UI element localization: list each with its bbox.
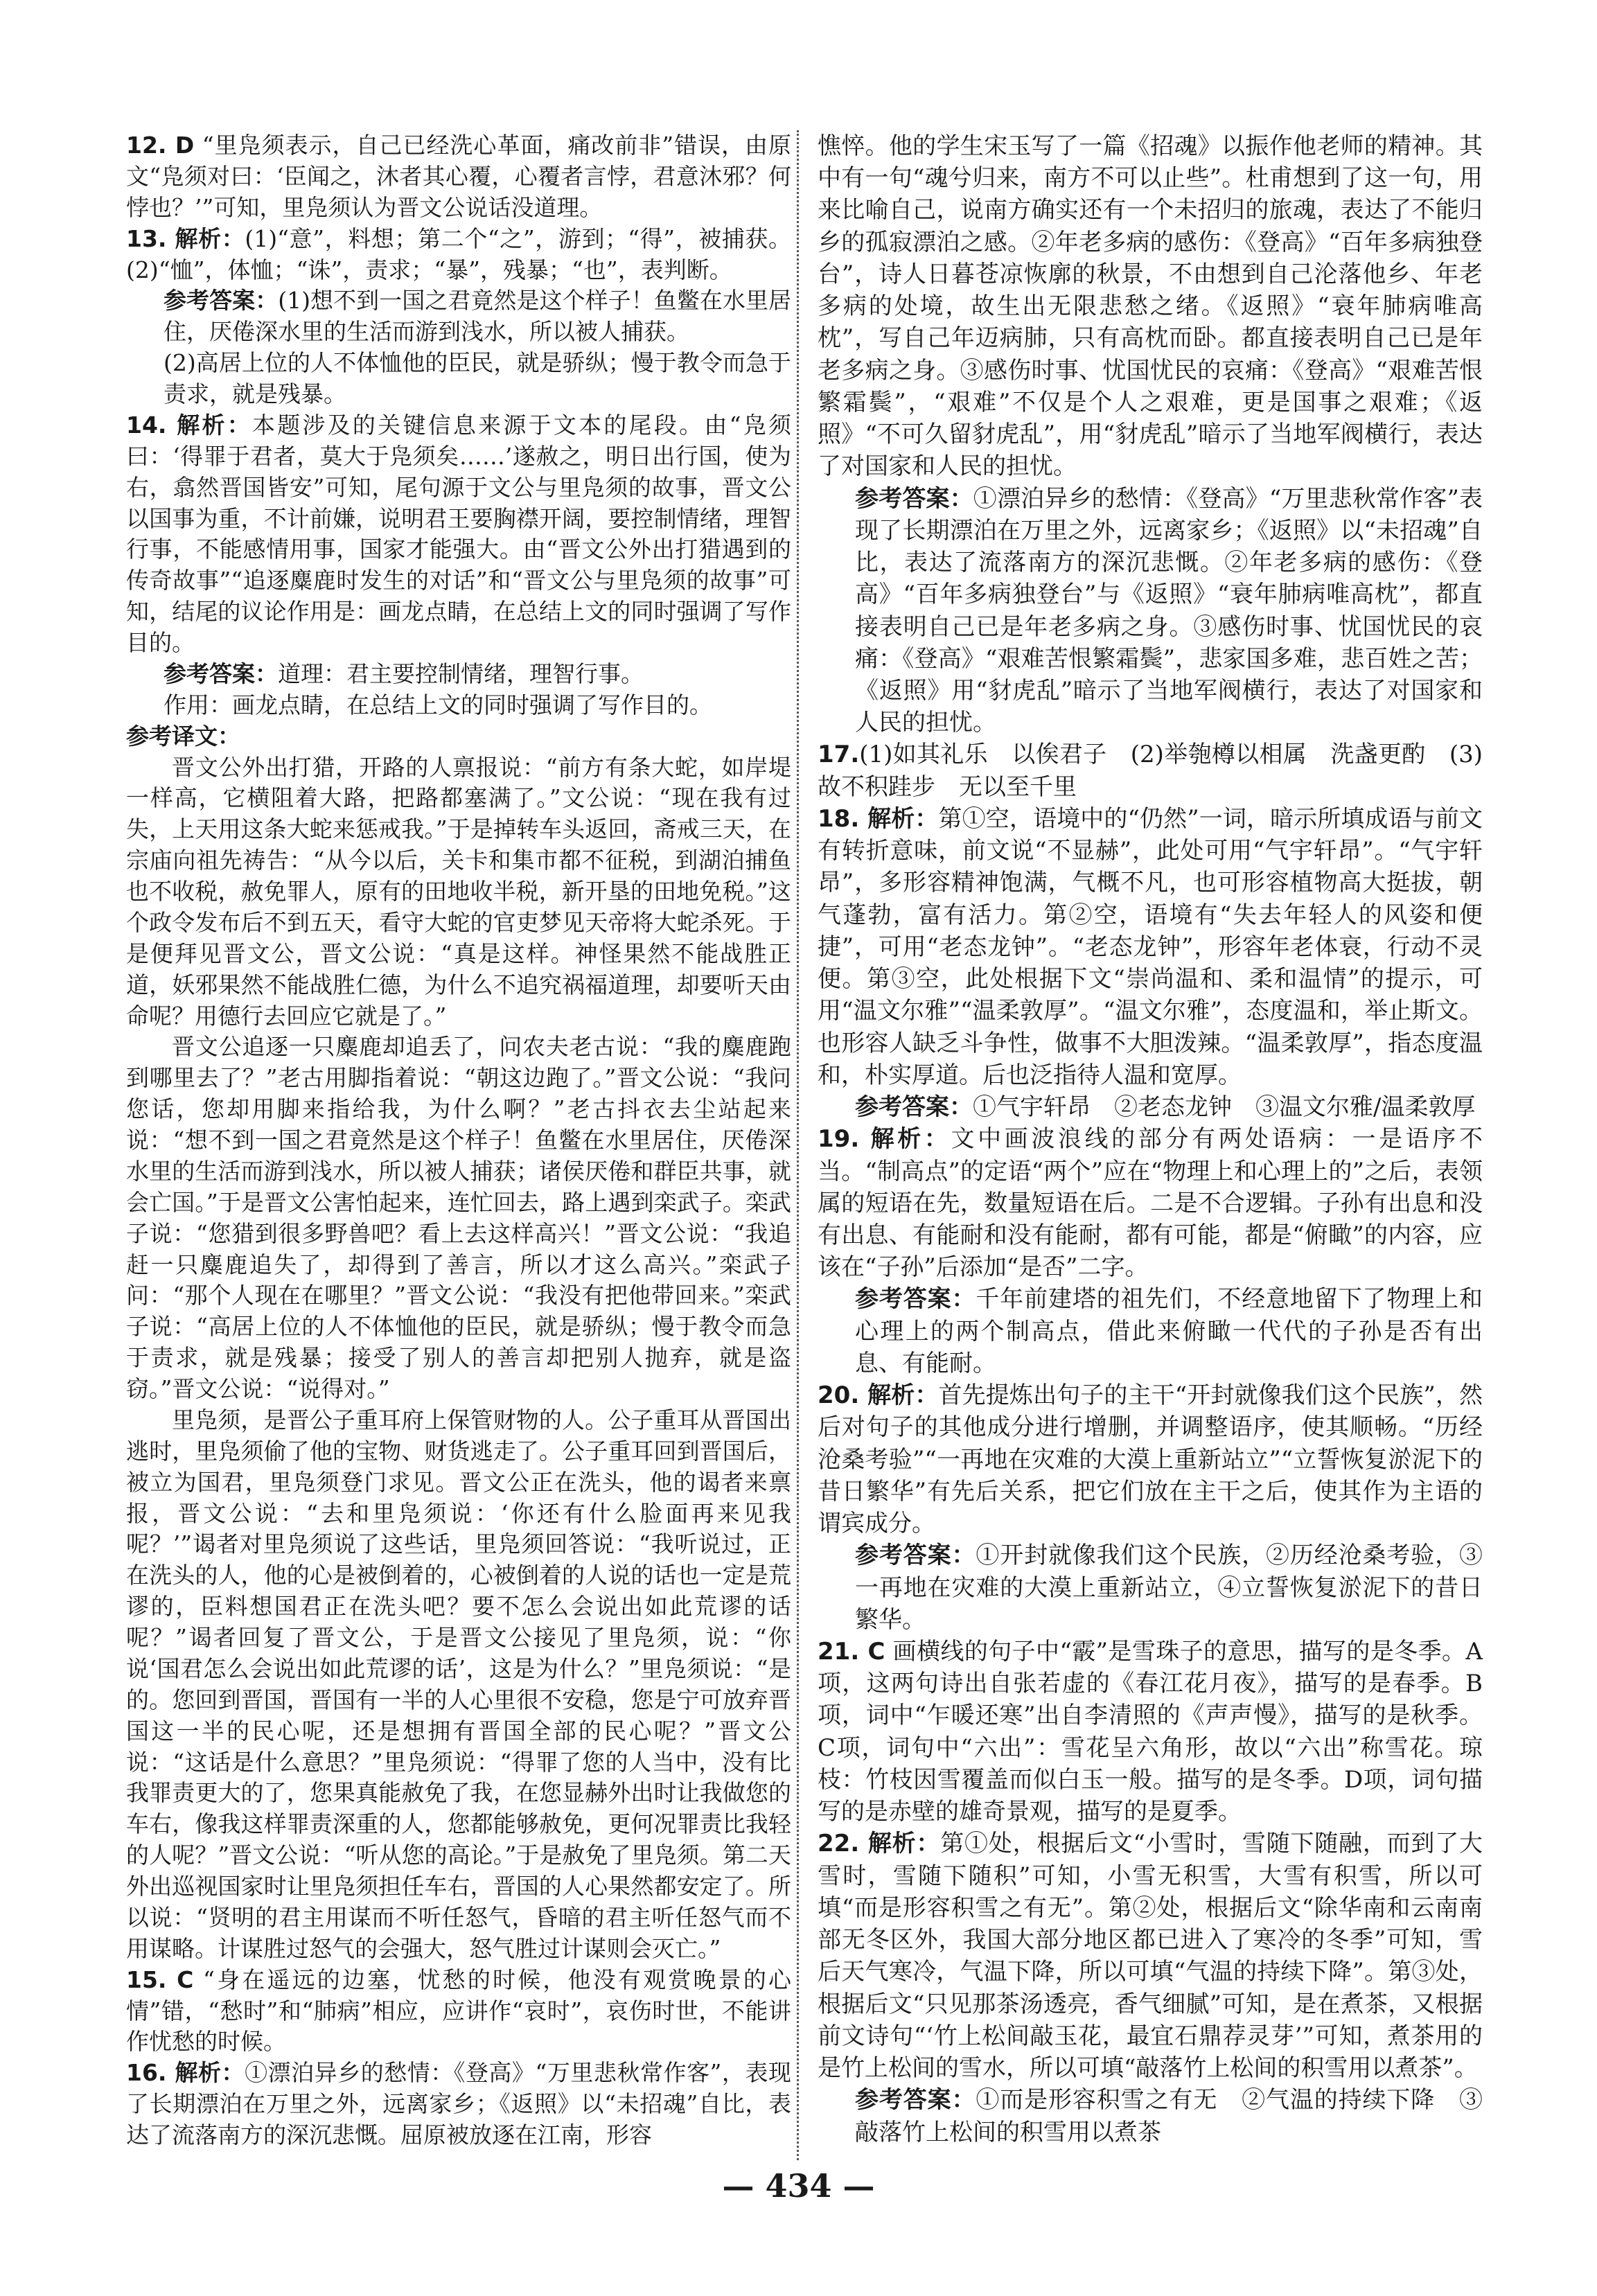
q16-answer: 参考答案：①漂泊异乡的愁情：《登高》“万里悲秋常作客”表现了长期漂泊在万里之外，远离家乡；《返照》以“未招魂”自比，表达了流落南方的深沉悲慨。②年老多病的感伤：《登高》“百年多病独登台”与《返照》“衰年肺病唯高枕”，都直接表明自己已是年老多病之身。③感伤时事、忧国忧民的哀痛：《登高》“艰难苦恨繁霜鬓”，悲家国多难，悲百姓之苦；《返照》用“豺虎乱”暗示了当地军阀横行，表达了对国家和人民的担忧。 bbox=[855, 484, 1483, 737]
q21: 21. C 画横线的句子中“霰”是雪珠子的意思，描写的是冬季。A项，这两句诗出自张若虚的《春江花月夜》，描写的是春季。B项，词中“乍暖还寒”出自李清照的《声声慢》，描写的是秋季。C项，词句中“六出”：雪花呈六角形，故以“六出”称雪花。琼枝：竹枝因雪覆盖而似白玉一般。描写的是冬季。D项，词句描写的是赤壁的雄奇景观，描写的是夏季。 bbox=[818, 1638, 1483, 1826]
q13-analysis: 13. 解析：(1)“意”，料想；第二个“之”，游到；“得”，被捕获。(2)“恤”，体恤；“诛”，责求；“暴”，残暴；“也”，表判断。 bbox=[126, 224, 792, 283]
q15: 15. C “身在遥远的边塞，忧愁的时候，他没有观赏晚景的心情”错，“愁时”和“肺病”相应，应讲作“哀时”，哀伤时世，不能讲作忧愁的时候。 bbox=[126, 1966, 791, 2056]
q14-answer: 参考答案：道理：君主要控制情绪，理智行事。 bbox=[164, 660, 644, 687]
column-divider bbox=[797, 130, 799, 2160]
q14-answer-2: 作用：画龙点睛，在总结上文的同时强调了写作目的。 bbox=[164, 691, 712, 718]
page-number: — 434 — bbox=[722, 2167, 875, 2205]
q16-analysis-cont: 憔悴。他的学生宋玉写了一篇《招魂》以振作他老师的精神。其中有一句“魂兮归来，南方不可以止些”。杜甫想到了这一句，用来比喻自己，说南方确实还有一个未招归的旅魂，表达了不能归乡的孤寂漂泊之感。②年老多病的感伤：《登高》“百年多病独登台”，诗人日暮苍凉恢廓的秋景，不由想到自己沦落他乡、年老多病的处境，故生出无限悲愁之绪。《返照》“衰年肺病唯高枕”，写自己年迈病肺，只有高枕而卧。都直接表明自己已是年老多病之身。③感伤时事、忧国忧民的哀痛：《登高》“艰难苦恨繁霜鬓”，“艰难”不仅是个人之艰难，更是国事之艰难；《返照》“不可久留豺虎乱”，用“豺虎乱”暗示了当地军阀横行，表达了对国家和人民的担忧。 bbox=[818, 132, 1483, 481]
left-column bbox=[126, 130, 791, 2151]
q19-answer: 参考答案：千年前建塔的祖先们，不经意地留下了物理上和心理上的两个制高点，借此来俯瞰一代代的子孙是否有出息、有能耐。 bbox=[855, 1285, 1483, 1377]
q20-analysis: 20. 解析：首先提炼出句子的主干“开封就像我们这个民族”，然后对句子的其他成分进行增删，并调整语序，使其顺畅。“历经沧桑考验”“一再地在灾难的大漠上重新站立”“立誓恢复淤泥下的昔日繁华”有先后关系，把它们放在主干之后，使其作为主语的谓宾成分。 bbox=[818, 1381, 1483, 1538]
translation-para-2: 晋文公追逐一只麋鹿却追丢了，问农夫老古说：“我的麋鹿跑到哪里去了？”老古用脚指着说：“朝这边跑了。”晋文公说：“我问您话，您却用脚来指给我，为什么啊？”老古抖衣去尘站起来说：“想不到一国之君竟然是这个样子！鱼鳖在水里居住，厌倦深水里的生活而游到浅水，所以被人捕获；诸侯厌倦和群臣共事，就会亡国。”于是晋文公害怕起来，连忙回去，路上遇到栾武子。栾武子说：“您猎到很多野兽吧？看上去这样高兴！”晋文公说：“我追赶一只麋鹿追失了，却得到了善言，所以才这么高兴。”栾武子问：“那个人现在在哪里？”晋文公说：“我没有把他带回来。”栾武子说：“高居上位的人不体恤他的臣民，就是骄纵；慢于教令而急于责求，就是残暴；接受了别人的善言却把别人抛弃，就是盗窃。”晋文公说：“说得对。” bbox=[126, 1033, 791, 1402]
q22-analysis: 22. 解析：第①处，根据后文“小雪时，雪随下随融，而到了大雪时，雪随下随积”可知，小雪无积雪，大雪有积雪，所以可填“而是形容积雪之有无”。第②处，根据后文“除华南和云南南部无冬区外，我国大部分地区都已进入了寒冷的冬季”可知，雪后天气寒冷，气温下降，所以可填“气温的持续下降”。第③处，根据后文“只见那茶汤透亮，香气细腻”可知，是在煮茶，又根据前文诗句“‘竹上松间敲玉花，最宜石鼎荐灵芽’”可知，煮茶用的是竹上松间的雪水，所以可填“敲落竹上松间的积雪用以煮茶”。 bbox=[818, 1830, 1483, 2083]
q14-analysis: 14. 解析：本题涉及的关键信息来源于文本的尾段。由“凫须曰：‘得罪于君者，莫大于凫须矣……’遂赦之，明日出行国，使为右，翕然晋国皆安”可知，尾句源于文公与里凫须的故事，晋文公以国事为重，不计前嫌，说明君王要胸襟开阔，要控制情绪，理智行事，不能感情用事，国家才能强大。由“晋文公外出打猎遇到的传奇故事”“追逐麋鹿时发生的对话”和“晋文公与里凫须的故事”可知，结尾的议论作用是：画龙点睛，在总结上文的同时强调了写作目的。 bbox=[126, 411, 791, 656]
q18-answer: 参考答案：①气宇轩昂 ②老态龙钟 ③温文尔雅/温柔敦厚 bbox=[855, 1093, 1476, 1122]
q22-answer: 参考答案：①而是形容积雪之有无 ②气温的持续下降 ③敲落竹上松间的积雪用以煮茶 bbox=[855, 2086, 1483, 2146]
q20-answer: 参考答案：①开封就像我们这个民族，②历经沧桑考验，③一再地在灾难的大漠上重新站立，④立誓恢复淤泥下的昔日繁华。 bbox=[855, 1542, 1483, 1634]
q12: 12. D “里凫须表示，自己已经洗心革面，痛改前非”错误，由原文“凫须对曰：‘臣闻之，沐者其心覆，心覆者言悖，君意沐邪？何悖也？’”可知，里凫须认为晋文公说话没道理。 bbox=[126, 132, 791, 221]
translation-heading: 参考译文： bbox=[126, 722, 240, 750]
q13-answer-2: (2)高居上位的人不体恤他的臣民，就是骄纵；慢于教令而急于责求，就是残暴。 bbox=[164, 349, 791, 407]
q17: 17.(1)如其礼乐 以俟君子 (2)举匏樽以相属 洗盏更酌 (3)故不积跬步 无以至千里 bbox=[818, 741, 1483, 801]
q19-analysis: 19. 解析：文中画波浪线的部分有两处语病：一是语序不当。“制高点”的定语“两个”应在“物理上和心理上的”之后，表领属的短语在先，数量短语在后。二是不合逻辑。子孙有出息和没有出息、有能耐和没有能耐，都有可能，都是“俯瞰”的内容，应该在“子孙”后添加“是否”二字。 bbox=[818, 1125, 1483, 1282]
q18-analysis: 18. 解析：第①空，语境中的“仍然”一词，暗示所填成语与前文有转折意味，前文说“不显赫”，此处可用“气宇轩昂”。“气宇轩昂”，多形容精神饱满，气概不凡，也可形容植物高大挺拔，朝气蓬勃，富有活力。第②空，语境有“失去年轻人的风姿和便捷”，可用“老态龙钟”。“老态龙钟”，形容年老体衰，行动不灵便。第③空，此处根据下文“崇尚温和、柔和温情”的提示，可用“温文尔雅”“温柔敦厚”。“温文尔雅”，态度温和，举止斯文。也形容人缺乏斗争性，做事不大胆泼辣。“温柔敦厚”，指态度温和，朴实厚道。后也泛指待人温和宽厚。 bbox=[818, 804, 1483, 1089]
q13-answer: 参考答案：(1)想不到一国之君竟然是这个样子！鱼鳖在水里居住，厌倦深水里的生活而游到浅水，所以被人捕获。 bbox=[164, 287, 792, 346]
q16-analysis: 16. 解析：①漂泊异乡的愁情：《登高》“万里悲秋常作客”，表现了长期漂泊在万里之外，远离家乡；《返照》以“未招魂”自比，表达了流落南方的深沉悲慨。屈原被放逐在江南，形容 bbox=[126, 2059, 791, 2148]
translation-para-3: 里凫须，是晋公子重耳府上保管财物的人。公子重耳从晋国出逃时，里凫须偷了他的宝物、财货逃走了。公子重耳回到晋国后，被立为国君，里凫须登门求见。晋文公正在洗头，他的谒者来禀报，晋文公说：“去和里凫须说：‘你还有什么脸面再来见我呢？’”谒者对里凫须说了这些话，里凫须回答说：“我听说过，正在洗头的人，他的心是被倒着的，心被倒着的人说的话也一定是荒谬的，臣料想国君正在洗头吧？要不怎么会说出如此荒谬的话呢？”谒者回复了晋文公，于是晋文公接见了里凫须，说：“你说‘国君怎么会说出如此荒谬的话’，这是为什么？”里凫须说：“是的。您回到晋国，晋国有一半的人心里很不安稳，您是宁可放弃晋国这一半的民心呢，还是想拥有晋国全部的民心呢？”晋文公说：“这话是什么意思？”里凫须说：“得罪了您的人当中，没有比我罪责更大的了，您果真能赦免了我，在您显赫外出时让我做您的车右，像我这样罪责深重的人，您都能够赦免，更何况罪责比我轻的人呢？”晋文公说：“听从您的高论。”于是赦免了里凫须。第二天外出巡视国家时让里凫须担任车右，晋国的人心果然都安定了。所以说：“贤明的君主用谋而不听任怒气，昏暗的君主听任怒气而不用谋略。计谋胜过怒气的会强大，怒气胜过计谋则会灭亡。” bbox=[126, 1406, 791, 1962]
right-column bbox=[818, 130, 1483, 2148]
translation-para-1: 晋文公外出打猎，开路的人禀报说：“前方有条大蛇，如岸堤一样高，它横阻着大路，把路都塞满了。”文公说：“现在我有过失，上天用这条大蛇来惩戒我。”于是掉转车头返回，斋戒三天，在宗庙向祖先祷告：“从今以后，关卡和集市都不征税，到湖泊捕鱼也不收税，赦免罪人，原有的田地收半税，新开垦的田地免税。”这个政令发布后不到五天，看守大蛇的官吏梦见天帝将大蛇杀死。于是便拜见晋文公，晋文公说：“真是这样。神怪果然不能战胜正道，妖邪果然不能战胜仁德，为什么不追究祸福道理，却要听天由命呢？用德行去回应它就是了。” bbox=[126, 753, 791, 1030]
